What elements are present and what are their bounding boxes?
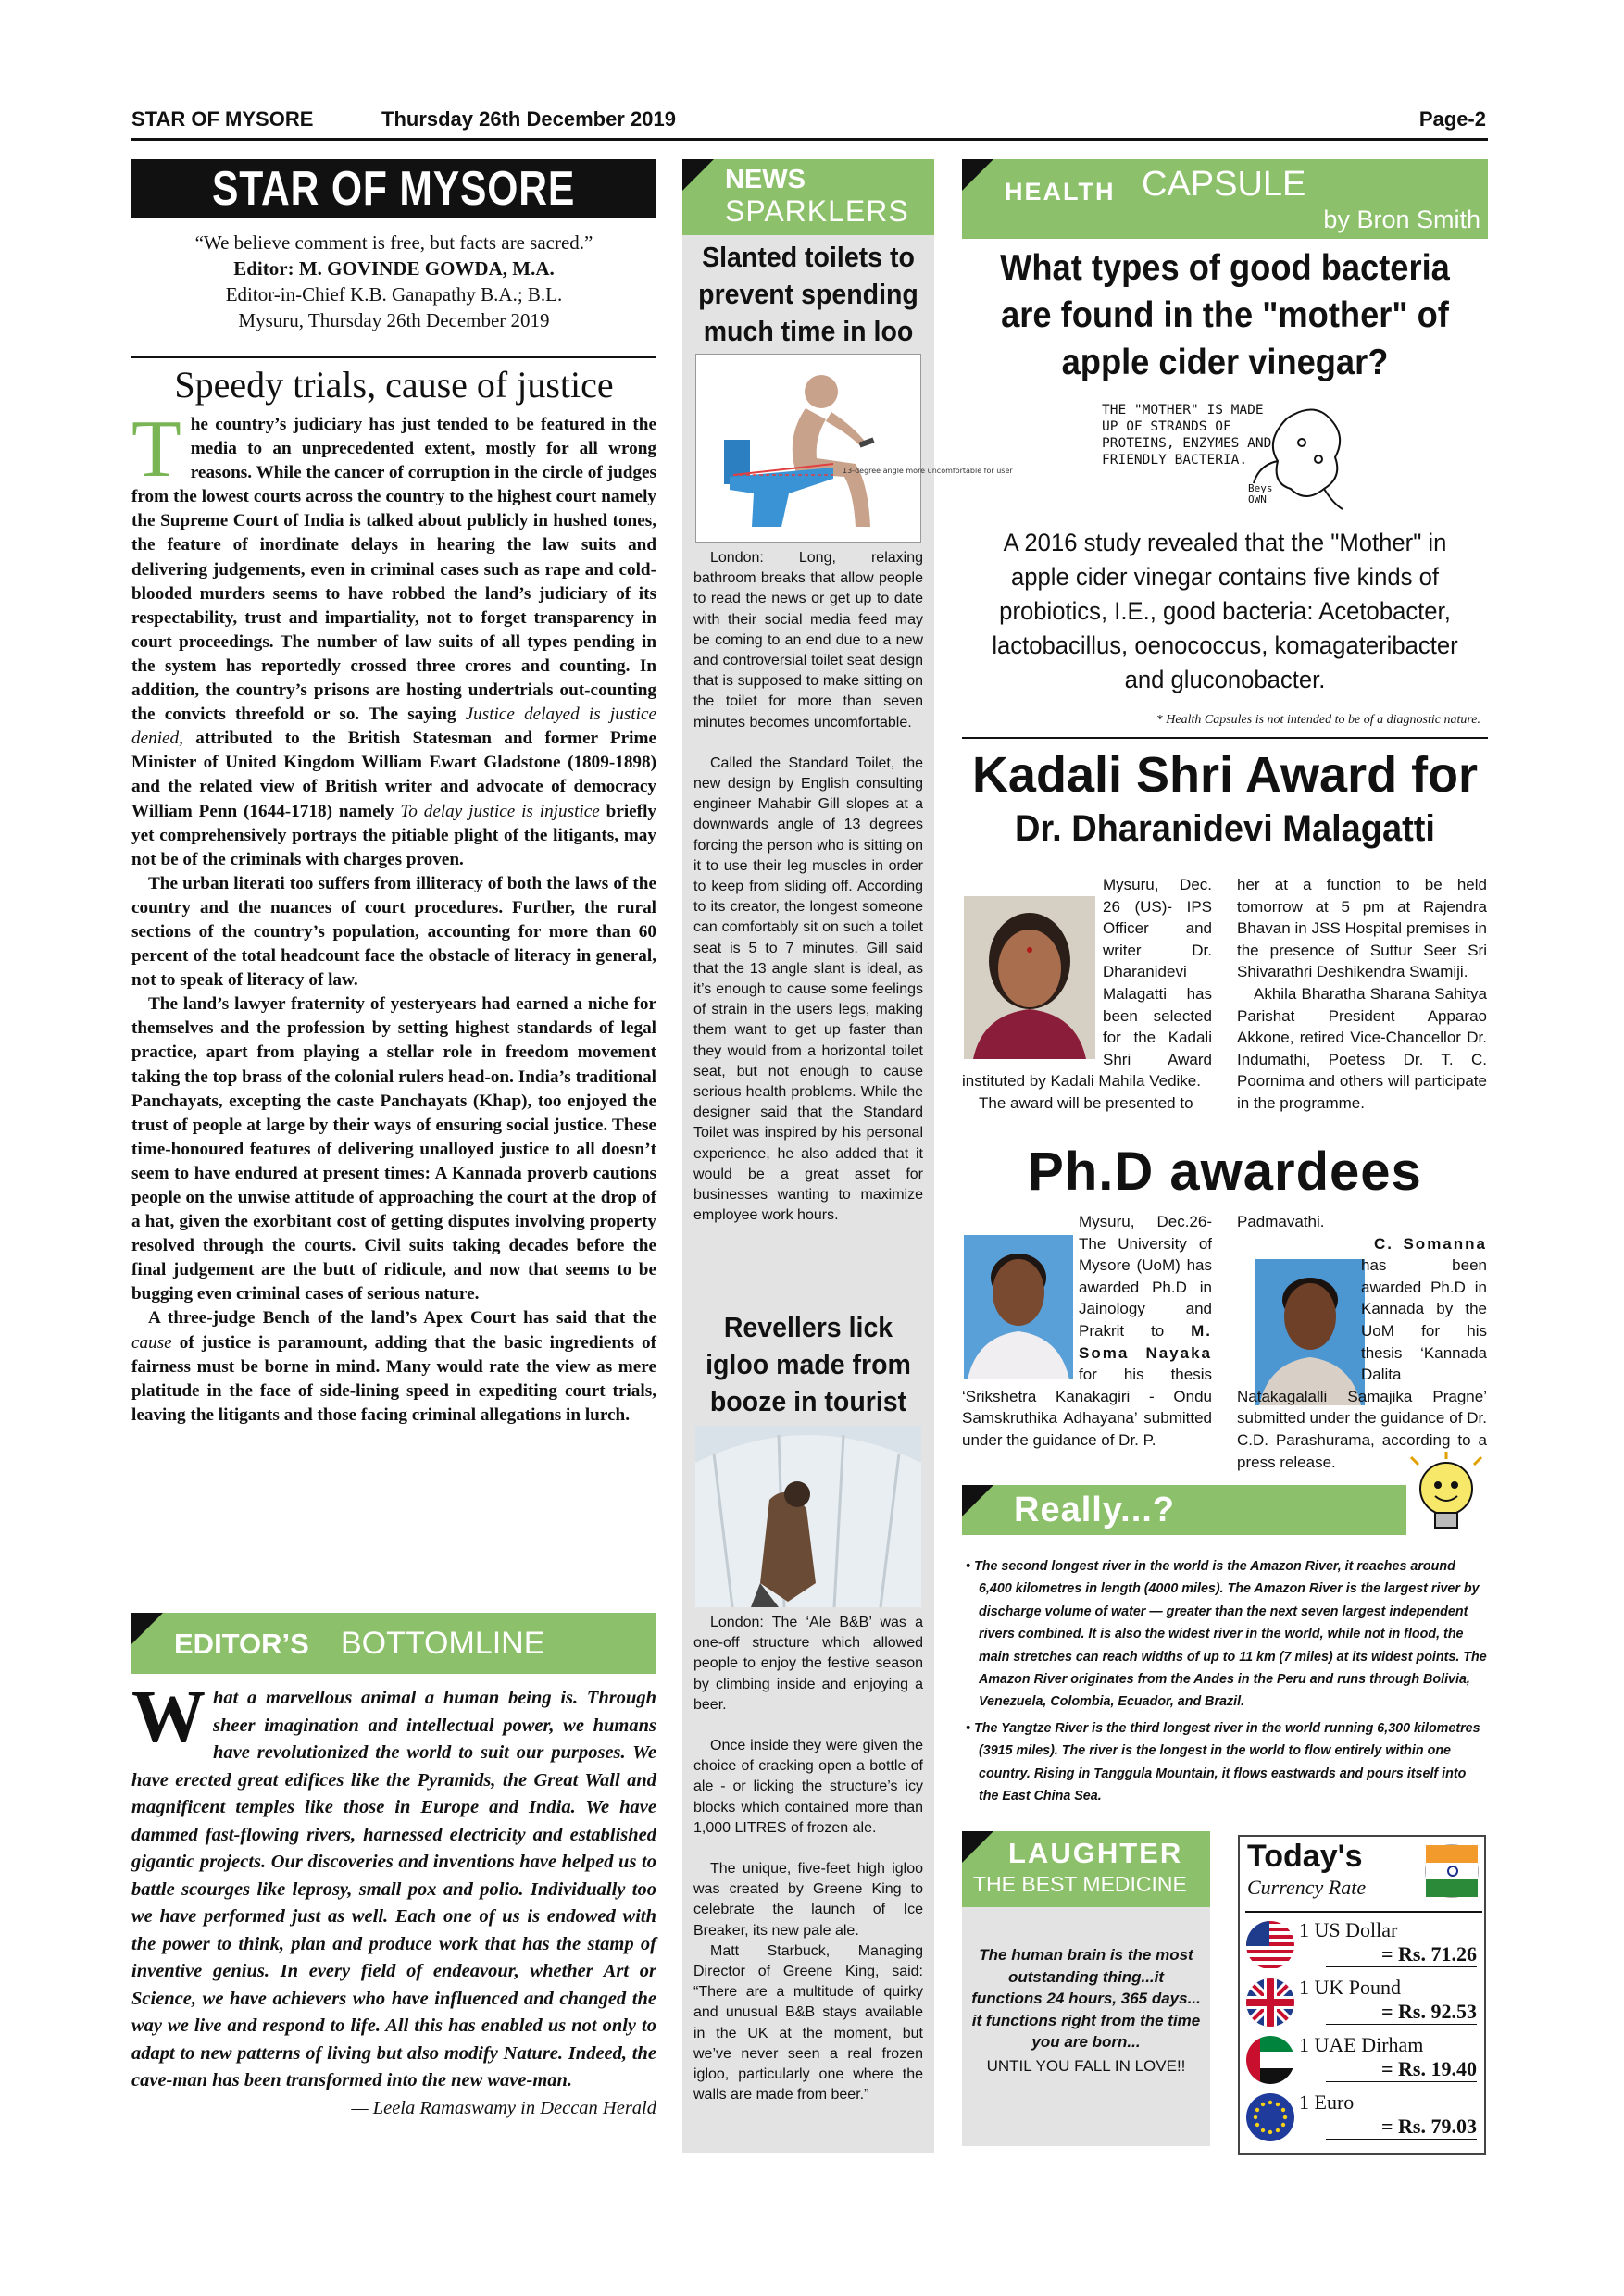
award-col-1: [962, 874, 1212, 1115]
really-item-amazon-text: The second longest river in the world is the Amazon River, it reaches around 6,400 kilometres in length (4000 miles). The Amazon River is the largest river by discharge volume of water — greater than the next seven largest independent rivers combined. It is also the widest river in the world, while not in flood, the main stretches can reach widths of up to 11 km (7 miles) at its widest points. The Amazon River originates from the Andes in the Peru and runs through Bolivia, Venezuela, Colombia, Ecuador, and Brazil.: [973, 1559, 1487, 1710]
currency-value: = Rs. 92.53: [1326, 2000, 1477, 2025]
editorial-italic-cause: cause: [131, 1332, 172, 1353]
bottomline-dropcap: W: [131, 1677, 206, 1758]
health-sketch-text: THE "MOTHER" IS MADE UP OF STRANDS OF PROTEINS, ENZYMES AND FRIENDLY BACTERIA.: [1102, 403, 1272, 468]
uk-flag-icon: [1245, 1978, 1295, 2028]
masthead-dateline: Mysuru, Thursday 26th December 2019: [238, 309, 550, 331]
bottomline-label-bold: EDITOR’S: [174, 1628, 309, 1660]
sparklers-story-2-para-1: London: The ‘Ale B&B’ was a one-off structure which allowed people to enjoy the festive season by climbing inside and enjoying a beer.: [693, 1615, 923, 1713]
bottomline-text: hat a marvellous animal a human being is. Through sheer imagination and intellectual power, we humans have revolutionized the world to suit our purposes. We have erected great edifices like the Pyramids, the Great Wall and magnificent temples like those in Europe and India. We have dammed fast-flowing rivers, harnessed electricity and established gigantic projects. Our discoveries and inventions have helped us to battle scourges like leprosy, small pox and polio. Individually too we have performed just as well. Each one of us is endowed with the power to think, plan and produce work that has the stamp of inventive genius. In every field of endeavour, whether Art or Science, we have achievers who have influenced and changed the way we live and respond to life. All this has enabled us not only to adapt to new patterns of living but also modify Nature. Indeed, the cave-man has been transformed into the new wave-man.: [131, 1688, 656, 2090]
award-col-2-para-2: Akhila Bharatha Sharana Sahitya Parishat President Apparao Akkone, retired Vice-Chancellor Dr. Indumathi, Poetess Dr. T. C. Poornima and others will participate in the programme.: [1237, 984, 1487, 1112]
laughter-banner: [962, 1831, 1210, 1907]
toilet-image: [695, 354, 1013, 543]
health-label-bold: HEALTH: [1005, 178, 1116, 206]
editorial-title: Speedy trials, cause of justice: [174, 364, 614, 406]
sparklers-story-2-para-3: The unique, five-feet high igloo was created by Greene King to celebrate the launch of Ice Breaker, its new pale ale.: [693, 1861, 923, 1939]
sparklers-label-sparklers: SPARKLERS: [725, 194, 909, 228]
award-col-1-para-2: The award will be presented to: [979, 1093, 1193, 1112]
editorial-dropcap: T: [131, 405, 181, 494]
masthead-editor: Editor: M. GOVINDE GOWDA, M.A.: [233, 257, 555, 280]
currency-row: [1238, 1974, 1486, 2031]
award-col-1-para-1: Mysuru, Dec. 26 (US)- IPS Officer and writer Dr. Dharanidevi Malagatti has been selected for the Kadali Shri Award instituted by Kadali Mahila Vedike.: [962, 876, 1212, 1091]
us-flag-icon: [1245, 1920, 1295, 1970]
currency-name: 1 Euro: [1299, 2090, 1355, 2114]
laughter-punchline: UNTIL YOU FALL IN LOVE!!: [986, 2057, 1186, 2075]
sparklers-story-1-para-1: London: Long, relaxing bathroom breaks that allow people to read the news or get up to date with their social media feed may be coming to an end due to a new and controversial toilet seat design that is supposed to make sitting on the toilet for more than seven minutes becomes uncomfortable.: [693, 550, 923, 730]
phd-col-1: [962, 1211, 1212, 1452]
editorial-para-2: The urban literati too suffers from illiteracy of both the laws of the country and the nuances of court procedures. Further, the rural sections of the country’s population, accounting for more than 60 percent of the total headcount face the obstacle of literacy in general, not to speak of literacy of law.: [131, 873, 656, 991]
toilet-illustration: [696, 355, 1013, 543]
page-header: [131, 106, 1488, 141]
editorial-para-3: The land’s lawyer fraternity of yesteryears had earned a niche for themselves and the profession by setting highest standards of legal practice, apart from playing a stellar role in freedom movement taking the top brass of the colonial rulers head-on. India’s traditional Panchayats, excepting the caste Panchayats (Khap), too enjoyed the trust of people at large by their ways of ensuring social justice. These time-honoured features of delivering unalloyed justice to all doesn’t seem to have endured at present times: A Kannada proverb cautions people on the unwise attitude of approaching the court at the drop of a hat, given the exorbitant cost of getting disputes involving property resolved through the courts. Civil suits taking decades before the final judgement are the butt of ridicule, and now that seems to be bugging even criminal cases of serious nature.: [131, 994, 656, 1304]
laughter-label: LAUGHTER: [1008, 1837, 1183, 1869]
really-banner: [962, 1485, 1406, 1535]
really-list: [962, 1555, 1488, 1807]
editorial-para-4: A three-judge Bench of the land’s Apex Court has said that the: [148, 1308, 656, 1329]
currency-rule: [1245, 1911, 1482, 1913]
phd-photo-2-spacer: [1237, 1233, 1361, 1385]
really-item-yangtze: • The Yangtze River is the third longest river in the world running 6,300 kilometres (3915 miles). The river is the longest in the world to flow entirely within one country. Rising in Tanggula Mountain, it flows eastwards and pours itself into the East China Sea.: [966, 1720, 1480, 1804]
health-sketch-tag: Beys OWN: [1248, 482, 1273, 505]
award-headline-1: Kadali Shri Award for: [971, 747, 1479, 803]
sparklers-label-news: NEWS: [725, 165, 806, 194]
phd-col-1-text: Mysuru, Dec.26- The University of Mysore (UoM) has awarded Ph.D in Jainology and Prakrit to: [1079, 1213, 1212, 1340]
sparklers-story-2: [693, 1613, 923, 2105]
toilet-angle-caption: [843, 467, 1013, 475]
health-banner: [962, 159, 1488, 239]
phd-col-2-lead: Padmavathi.: [1237, 1213, 1325, 1230]
health-sketch: [1102, 400, 1352, 515]
masthead-logo-box: [131, 159, 656, 218]
laughter-sublabel: THE BEST MEDICINE: [973, 1872, 1187, 1896]
currency-name: 1 US Dollar: [1299, 1918, 1398, 1941]
editorial-para-1b: attributed to the British Statesman and former Prime Minister of United Kingdom William Ewart Gladstone (1809-1898) and the related view of British writer and advocate of democracy William Penn (1644-1718) namely: [131, 729, 656, 821]
health-rule: [962, 737, 1488, 739]
award-headline-2: Dr. Dharanidevi Malagatti: [1014, 808, 1436, 849]
bottomline-label-light: BOTTOMLINE: [341, 1626, 545, 1661]
really-item-amazon: • The second longest river in the world is the Amazon River, it reaches around 6,400 kilometres in length (4000 miles). The Amazon River is the largest river by discharge volume of water — greater than the next seven largest independent rivers combined. It is also the widest river in the world, while not in flood, the main stretches can reach widths of up to 11 km (7 miles) at its widest points. The Amazon River originates from the Andes in the Peru and runs through Bolivia, Venezuela, Colombia, Ecuador, and Brazil.: [966, 1559, 1487, 1710]
currency-value: = Rs. 19.40: [1326, 2057, 1477, 2082]
editorial-para-1c: briefly yet comprehensively portrays the pitiable plight of the litigants, may not be of the criminals with charges proven.: [131, 801, 656, 869]
masthead-chief: Editor-in-Chief K.B. Ganapathy B.A.; B.L.: [225, 283, 563, 306]
sparklers-story-2-para-4: Matt Starbuck, Managing Director of Greene King, said: “There are a multitude of quirky and unusual B&B stays available in the UK at the moment, but we’ve never seen a real frozen igloo, particularly one where the walls are made from beer.”: [693, 1942, 923, 2103]
masthead-logo: STAR OF MYSORE: [212, 162, 576, 216]
header-page-number: Page-2: [1418, 107, 1486, 131]
phd-col-1-text-b: for his thesis ‘Srikshetra Kanakagiri - Ondu Samskruthika Adhayana’ submitted under the guidance of Dr. P.: [962, 1366, 1212, 1449]
masthead-motto: “We believe comment is free, but facts are sacred.”: [194, 231, 593, 254]
phd-title: Ph.D awardees: [1028, 1142, 1422, 1202]
bottomline-body: [131, 1677, 656, 2122]
really-label: Really...?: [1014, 1491, 1176, 1529]
lightbulb-icon: [1409, 1455, 1483, 1544]
sparklers-headline-2: Revellers lick igloo made from booze in tourist: [706, 1311, 911, 1417]
currency-title: Today's: [1247, 1839, 1363, 1874]
sparklers-story-1: [693, 548, 923, 1227]
award-photo-spacer: [962, 874, 1103, 1068]
phd-col-2-text: has been awarded Ph.D in Kannada by the UoM for his thesis ‘Kannada Dalita Natakagalalli Samajika Pragne’ submitted under the guidance of Dr. C.D. Parashurama, according to a press release.: [1237, 1256, 1487, 1471]
health-disclaimer: * Health Capsules is not intended to be of a diagnostic nature.: [1156, 713, 1480, 727]
header-date: Thursday 26th December 2019: [381, 107, 676, 131]
currency-subtitle: Currency Rate: [1247, 1876, 1367, 1899]
health-byline: by Bron Smith: [1323, 206, 1480, 233]
sparklers-story-2-para-2: Once inside they were given the choice of cracking open a bottle of ale - or licking the structure’s icy blocks which contained more than 1,000 LITRES of frozen ale.: [693, 1738, 923, 1836]
health-question: What types of good bacteria are found in the "mother" of apple cider vinegar?: [1000, 248, 1450, 382]
award-col-2-para-1: her at a function to be held tomorrow at 5 pm at Rajendra Bhavan in JSS Hospital premises in the presence of Suttur Seer Sri Shivarathri Deshikendra Swamiji.: [1237, 876, 1487, 981]
bottomline-banner: [131, 1613, 656, 1674]
currency-value: = Rs. 71.26: [1326, 1942, 1477, 1967]
health-answer: A 2016 study revealed that the "Mother" in apple cider vinegar contains five kinds of probiotics, I.E., good bacteria: Acetobacter, lactobacillus, oenococcus, komagateribacter and gluconobacter.: [992, 529, 1458, 693]
phd-name-somanna: C. Somanna: [1374, 1234, 1487, 1253]
phd-photo-1-spacer: [962, 1211, 1079, 1383]
phd-name-soma-nayaka: M. Soma Nayaka: [1079, 1321, 1212, 1362]
india-flag-icon: [1425, 1844, 1479, 1898]
toilet-angle-caption-text: 13-degree angle more uncomfortable for user: [843, 467, 1013, 475]
sparklers-banner: [682, 159, 934, 235]
currency-row: [1238, 2089, 1486, 2146]
award-col-2: [1237, 874, 1487, 1115]
eu-flag-icon: [1245, 2092, 1295, 2142]
currency-row: [1238, 2031, 1486, 2089]
editorial-quote-penn: To delay justice is injustice: [400, 801, 600, 821]
masthead-rule: [131, 356, 656, 358]
editorial-body: [131, 405, 656, 1605]
sparklers-story-1-para-2: Called the Standard Toilet, the new design by English consulting engineer Mahabir Gill slopes at a downwards angle of 13 degrees forcing the person who is sitting on it to use their leg muscles in order to keep from sliding off. According to its creator, the longest someone can comfortably sit on such a toilet seat is 5 to 7 minutes. Gill said that the 13 angle slant is ideal, as it’s enough to cause some feelings of strain in the users legs, making them want to get up faster than they would from a horizontal toilet seat, but not enough to cause serious health problems. While the designer said that the Standard Toilet was inspired by his personal experience, he also added that it would be a great asset for businesses wanting to maximize employee work hours.: [693, 755, 923, 1224]
currency-name: 1 UAE Dirham: [1299, 2033, 1424, 2056]
sparklers-headline-1: Slanted toilets to prevent spending much time in loo: [698, 241, 918, 347]
editorial-para-4b: of justice is paramount, adding that the basic ingredients of fairness must be borne in mind. Many would rate the view as mere platitude in the face of side-lining speed in expediting court trials, leaving the litigants and those facing criminal allegations in lurch.: [131, 1332, 656, 1425]
igloo-illustration: [695, 1426, 921, 1607]
currency-value: = Rs. 79.03: [1326, 2115, 1477, 2140]
masthead-info: [131, 230, 656, 333]
editorial-quote-gladstone: Justice delayed is justice denied,: [131, 705, 656, 749]
laughter-joke: The human brain is the most outstanding thing...it functions 24 hours, 365 days... it functions right from the time you are born...: [971, 1946, 1201, 2051]
igloo-image: [695, 1426, 921, 1607]
header-paper-name: STAR OF MYSORE: [131, 107, 314, 131]
bottomline-credit: — Leela Ramaswamy in Deccan Herald: [351, 2097, 656, 2118]
uae-flag-icon: [1245, 2035, 1295, 2085]
phd-col-2: [1237, 1211, 1487, 1473]
currency-row: [1238, 1916, 1486, 1974]
currency-name: 1 UK Pound: [1299, 1976, 1402, 1999]
health-label-light: CAPSULE: [1142, 165, 1306, 204]
editorial-para-1: he country’s judiciary has just tended to be featured in the media to an unprecedented extent, mostly for all wrong reasons. While the cancer of corruption in the circle of judges from the lowest courts across the country to the highest court namely the Supreme Court of India is talked about publicly in hushed tones, the feature of inordinate delays in hearing the law suits and delivering judgements, even in criminal cases such as rape and cold-blooded murders seems to have robbed the land’s judiciary of its respectability, trust and impartiality, not to forget transparency in court proceedings. The number of law suits of all types pending in the system has reportedly crossed three crores and counting. In addition, the country’s prisons are hosting undertrials out-counting the convicts threefold or so. The saying: [131, 415, 656, 725]
really-item-yangtze-text: The Yangtze River is the third longest river in the world running 6,300 kilometres (3915 miles). The river is the longest in the world to flow entirely within one country. Rising in Tanggula Mountain, it flows eastwards and pours itself into the East China Sea.: [973, 1720, 1480, 1804]
